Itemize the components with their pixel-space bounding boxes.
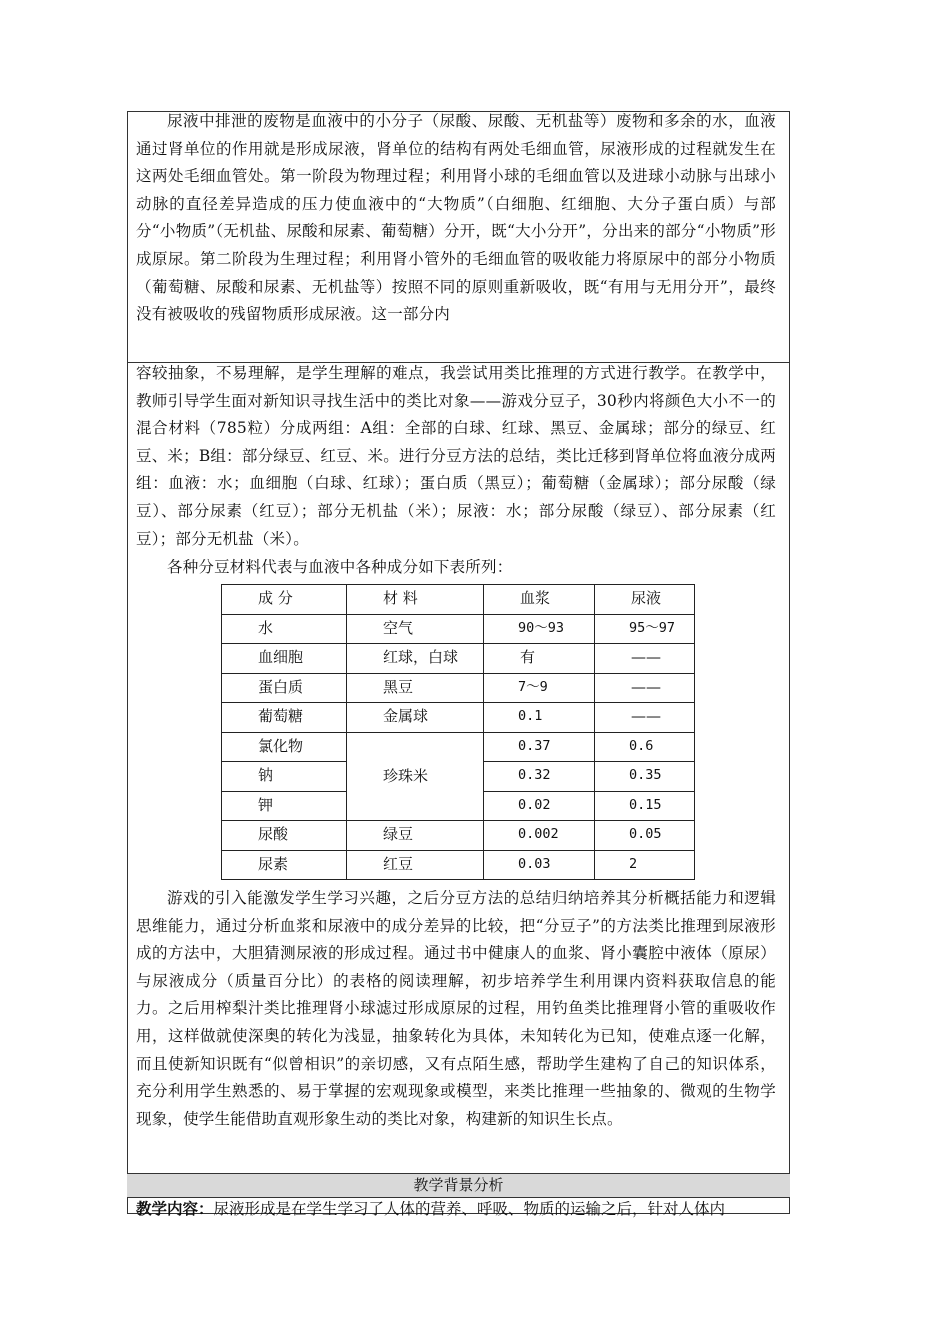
table-cell: 黑豆 <box>347 673 484 703</box>
table-row <box>222 732 695 762</box>
table-cell: 蛋白质 <box>222 673 347 703</box>
table-cell: 金属球 <box>347 703 484 733</box>
header-cell: 尿液 <box>595 585 695 615</box>
table-cell: 95～97 <box>595 614 695 644</box>
table-cell: 钾 <box>222 791 347 821</box>
table-cell: 0.32 <box>484 762 595 792</box>
table-cell: 7～9 <box>484 673 595 703</box>
table-header-row <box>222 585 695 615</box>
table-cell: 0.15 <box>595 791 695 821</box>
paragraph-analogy-teaching: 容较抽象，不易理解，是学生理解的难点，我尝试用类比推理的方式进行教学。在教学中，教师引导学生面对新知识寻找生活中的类比对象——游戏分豆子，30秒内将颜色大小不一的混合材料（785粒）分成两组：A组：全部的白球、红球、黑豆、金属球；部分的绿豆、红豆、米；B组：部分绿豆、红豆、米。进行分豆方法的总结，类比迁移到肾单位将血液分成两组：血液：水；血细胞（白球、红球）；蛋白质（黑豆）；葡萄糖（金属球）；部分尿酸（绿豆）、部分尿素（红豆）；部分无机盐（米）；尿液：水；部分尿酸（绿豆）、部分尿素（红豆）；部分无机盐（米）。 <box>136 364 776 548</box>
table-row <box>222 703 695 733</box>
table-cell: 0.05 <box>595 821 695 851</box>
table-cell: 0.03 <box>484 850 595 880</box>
table-cell: 红豆 <box>347 850 484 880</box>
table-cell: 0.35 <box>595 762 695 792</box>
header-cell: 材 料 <box>347 585 484 615</box>
table-cell: 尿素 <box>222 850 347 880</box>
table-cell: 尿酸 <box>222 821 347 851</box>
table-row <box>222 614 695 644</box>
teaching-content-label: 教学内容： <box>136 1199 214 1218</box>
table-cell: 0.1 <box>484 703 595 733</box>
table-cell: 0.002 <box>484 821 595 851</box>
paragraph-game-benefits: 游戏的引入能激发学生学习兴趣，之后分豆方法的总结归纳培养其分析概括能力和逻辑思维能力，通过分析血浆和尿液中的成分差异的比较，把“分豆子”的方法类比推理到尿液形成的方法中，大胆猜测尿液的形成过程。通过书中健康人的血浆、肾小囊腔中液体（原尿）与尿液成分（质量百分比）的表格的阅读理解，初步培养学生利用课内资料获取信息的能力。之后用榨梨汁类比推理肾小球滤过形成原尿的过程，用钓鱼类比推理肾小管的重吸收作用，这样做就使深奥的转化为浅显，抽象转化为具体，未知转化为已知，使难点逐一化解，而且使新知识既有“似曾相识”的亲切感，又有点陌生感，帮助学生建构了自己的知识体系，充分利用学生熟悉的、易于掌握的宏观现象或模型，来类比推理一些抽象的、微观的生物学现象，使学生能借助直观形象生动的类比对象，构建新的知识生长点。 <box>136 889 776 1128</box>
composition-table <box>221 584 695 880</box>
section-header-teaching-background: 教学背景分析 <box>127 1173 790 1198</box>
table-cell: 空气 <box>347 614 484 644</box>
table-cell-merged: 珍珠米 <box>347 732 484 821</box>
table-cell: 90～93 <box>484 614 595 644</box>
table-cell: 0.02 <box>484 791 595 821</box>
table-row <box>222 850 695 880</box>
table-cell: 有 <box>484 644 595 674</box>
header-cell: 成 分 <box>222 585 347 615</box>
table-cell: —— <box>595 673 695 703</box>
table-cell: 红球，白球 <box>347 644 484 674</box>
teaching-content-line <box>136 1198 786 1220</box>
table-cell: 氯化物 <box>222 732 347 762</box>
table-cell: 葡萄糖 <box>222 703 347 733</box>
table-intro: 各种分豆材料代表与血液中各种成分如下表所列： <box>167 558 513 576</box>
table-cell: 0.37 <box>484 732 595 762</box>
table-cell: 2 <box>595 850 695 880</box>
table-cell: 绿豆 <box>347 821 484 851</box>
table-cell: 血细胞 <box>222 644 347 674</box>
teaching-content-text: 尿液形成是在学生学习了人体的营养、呼吸、物质的运输之后，针对人体内 <box>213 1200 726 1218</box>
header-cell: 血浆 <box>484 585 595 615</box>
table-cell: 0.6 <box>595 732 695 762</box>
table-cell: 水 <box>222 614 347 644</box>
table-cell: —— <box>595 703 695 733</box>
paragraph-urine-formation: 尿液中排泄的废物是血液中的小分子（尿酸、尿酸、无机盐等）废物和多余的水，血液通过肾单位的作用就是形成尿液，肾单位的结构有两处毛细血管，尿液形成的过程就发生在这两处毛细血管处。第一阶段为物理过程；利用肾小球的毛细血管以及进球小动脉与出球小动脉的直径差异造成的压力使血液中的“大物质”（白细胞、红细胞、大分子蛋白质）与部分“小物质”（无机盐、尿酸和尿素、葡萄糖）分开，既“大小分开”，分出来的部分“小物质”形成原尿。第二阶段为生理过程；利用肾小管外的毛细血管的吸收能力将原尿中的部分小物质（葡萄糖、尿酸和尿素、无机盐等）按照不同的原则重新吸收，既“有用与无用分开”，最终没有被吸收的残留物质形成尿液。这一部分内 <box>136 112 776 324</box>
table-row <box>222 821 695 851</box>
table-row <box>222 673 695 703</box>
table-cell: 钠 <box>222 762 347 792</box>
table-cell: —— <box>595 644 695 674</box>
table-row <box>222 644 695 674</box>
